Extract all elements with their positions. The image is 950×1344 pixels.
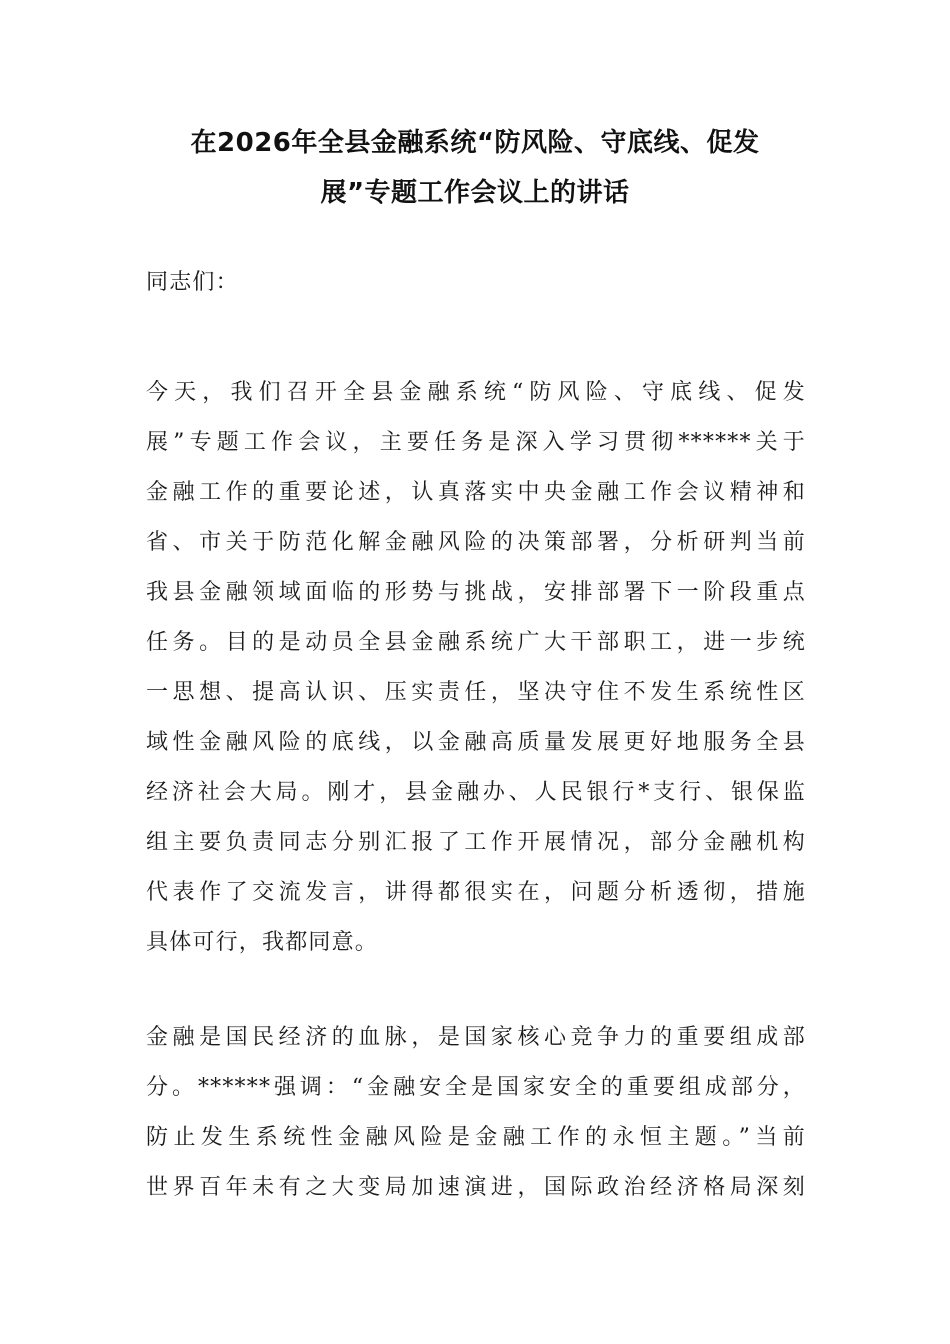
paragraph-line: 金融是国民经济的血脉，是国家核心竞争力的重要组成部: [146, 1025, 806, 1050]
paragraph-line: 防止发生系统性金融风险是金融工作的永恒主题。”当前: [146, 1125, 806, 1150]
paragraph-line: 域性金融风险的底线，以金融高质量发展更好地服务全县: [146, 730, 806, 755]
paragraph-line: 我县金融领域面临的形势与挑战，安排部署下一阶段重点: [146, 580, 806, 605]
paragraph-line: 分。******强调：“金融安全是国家安全的重要组成部分，: [146, 1075, 806, 1100]
paragraph-line: 具体可行，我都同意。: [146, 930, 379, 955]
title-line-2: 展”专题工作会议上的讲话: [320, 178, 630, 208]
paragraph-2: [146, 1013, 806, 1213]
paragraph-line: 一思想、提高认识、压实责任，坚决守住不发生系统性区: [146, 680, 806, 705]
salutation-text: 同志们：: [146, 270, 239, 295]
salutation: [146, 258, 806, 308]
document-title: [140, 118, 810, 218]
paragraph-line: 展”专题工作会议，主要任务是深入学习贯彻******关于: [146, 430, 806, 455]
paragraph-line: 金融工作的重要论述，认真落实中央金融工作会议精神和: [146, 480, 806, 505]
paragraph-1: [146, 368, 806, 968]
paragraph-line: 组主要负责同志分别汇报了工作开展情况，部分金融机构: [146, 830, 806, 855]
paragraph-line: 任务。目的是动员全县金融系统广大干部职工，进一步统: [146, 630, 806, 655]
paragraph-line: 代表作了交流发言，讲得都很实在，问题分析透彻，措施: [146, 880, 806, 905]
title-line-1: 在2026年全县金融系统“防风险、守底线、促发: [190, 128, 760, 158]
paragraph-line: 今天，我们召开全县金融系统“防风险、守底线、促发: [146, 380, 806, 405]
paragraph-line: 经济社会大局。刚才，县金融办、人民银行*支行、银保监: [146, 780, 806, 805]
paragraph-line: 省、市关于防范化解金融风险的决策部署，分析研判当前: [146, 530, 806, 555]
paragraph-line: 世界百年未有之大变局加速演进，国际政治经济格局深刻: [146, 1175, 806, 1200]
